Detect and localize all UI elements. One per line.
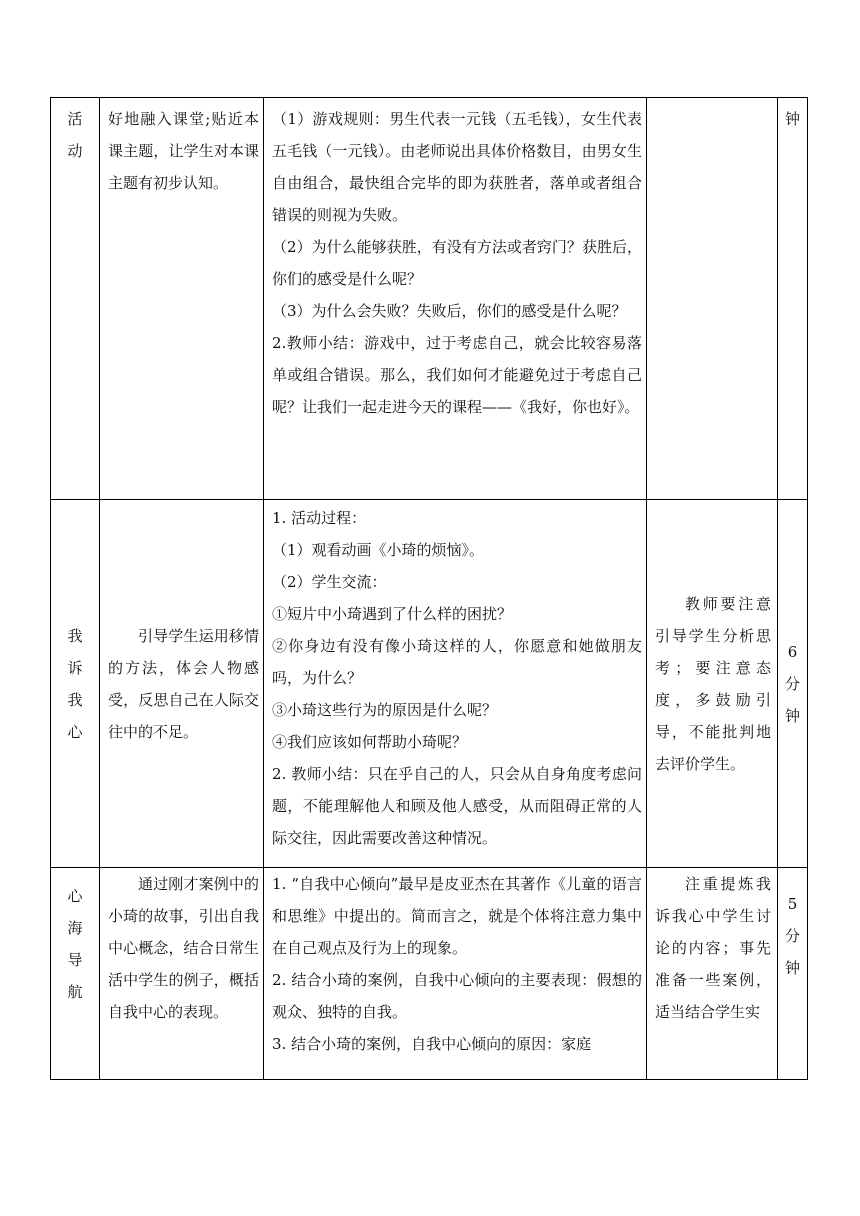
stage-name: 活动: [67, 110, 83, 160]
table-row: [51, 500, 808, 868]
process-text: 1. “自我中心倾向”最早是皮亚杰在其著作《儿童的语言和思维》中提出的。简而言之，就是个体将注意力集中在自己观点及行为上的现象。: [272, 875, 642, 957]
goal-cell: [100, 868, 264, 1080]
note-text: 教师要注意引导学生分析思考；要注意态度，多鼓励引导，不能批判地去评价学生。: [655, 594, 771, 773]
process-text: （1）观看动画《小琦的烦恼》。: [272, 541, 485, 559]
process-text: ②你身边有没有像小琦这样的人，你愿意和她做朋友吗，为什么？: [272, 637, 642, 687]
note-cell: [647, 868, 778, 1080]
lesson-plan-table: [50, 97, 808, 1080]
process-text: （3）为什么会失败？失败后，你们的感受是什么呢？: [272, 302, 627, 320]
stage-cell: [51, 98, 100, 500]
table-row: [51, 868, 808, 1080]
time-cell: [778, 98, 808, 500]
process-text: 2. 结合小琦的案例，自我中心倾向的主要表现：假想的观众、独特的自我。: [272, 971, 642, 1021]
process-cell: [264, 98, 647, 500]
process-text: 2.教师小结：游戏中，过于考虑自己，就会比较容易落单或组合错误。那么，我们如何才能避免过于考虑自己呢？让我们一起走进今天的课程——《我好，你也好》。: [272, 334, 642, 416]
time-text: 钟: [784, 110, 800, 128]
goal-text: 好地融入课堂;贴近本课主题，让学生对本课主题有初步认知。: [108, 110, 259, 192]
stage-name: 心海导航: [67, 887, 83, 1001]
process-text: ①短片中小琦遇到了什么样的困扰？: [272, 605, 513, 623]
process-text: 2. 教师小结：只在乎自己的人，只会从自身角度考虑问题，不能理解他人和顾及他人感受，从而阻碍正常的人际交往，因此需要改善这种情况。: [272, 765, 642, 847]
time-cell: [778, 500, 808, 868]
time-cell: [778, 868, 808, 1080]
time-text: 6分钟: [784, 642, 800, 725]
process-text: ④我们应该如何帮助小琦呢？: [272, 733, 468, 751]
goal-text: 引导学生运用移情的方法，体会人物感受，反思自己在人际交往中的不足。: [108, 626, 259, 741]
goal-cell: [100, 500, 264, 868]
stage-cell: [51, 500, 100, 868]
goal-cell: [100, 98, 264, 500]
process-text: （2）学生交流：: [272, 573, 387, 591]
note-cell: [647, 500, 778, 868]
process-text: 3. 结合小琦的案例，自我中心倾向的原因：家庭: [272, 1035, 592, 1053]
note-text: 注重提炼我诉我心中学生讨论的内容；事先准备一些案例，适当结合学生实: [655, 875, 771, 1021]
stage-name: 我诉我心: [67, 626, 83, 741]
process-text: ③小琦这些行为的原因是什么呢？: [272, 701, 498, 719]
time-text: 5分钟: [784, 895, 800, 977]
stage-cell: [51, 868, 100, 1080]
process-cell: [264, 868, 647, 1080]
note-cell: [647, 98, 778, 500]
goal-text: 通过刚才案例中的小琦的故事，引出自我中心概念，结合日常生活中学生的例子，概括自我中心的表现。: [108, 875, 259, 1021]
process-text: 1. 活动过程：: [272, 509, 367, 527]
process-cell: [264, 500, 647, 868]
table-row: [51, 98, 808, 500]
process-text: （2）为什么能够获胜，有没有方法或者窍门？获胜后，你们的感受是什么呢？: [272, 238, 642, 288]
process-text: （1）游戏规则：男生代表一元钱（五毛钱），女生代表五毛钱（一元钱）。由老师说出具体价格数目，由男女生自由组合，最快组合完毕的即为获胜者，落单或者组合错误的则视为失败。: [272, 110, 642, 224]
